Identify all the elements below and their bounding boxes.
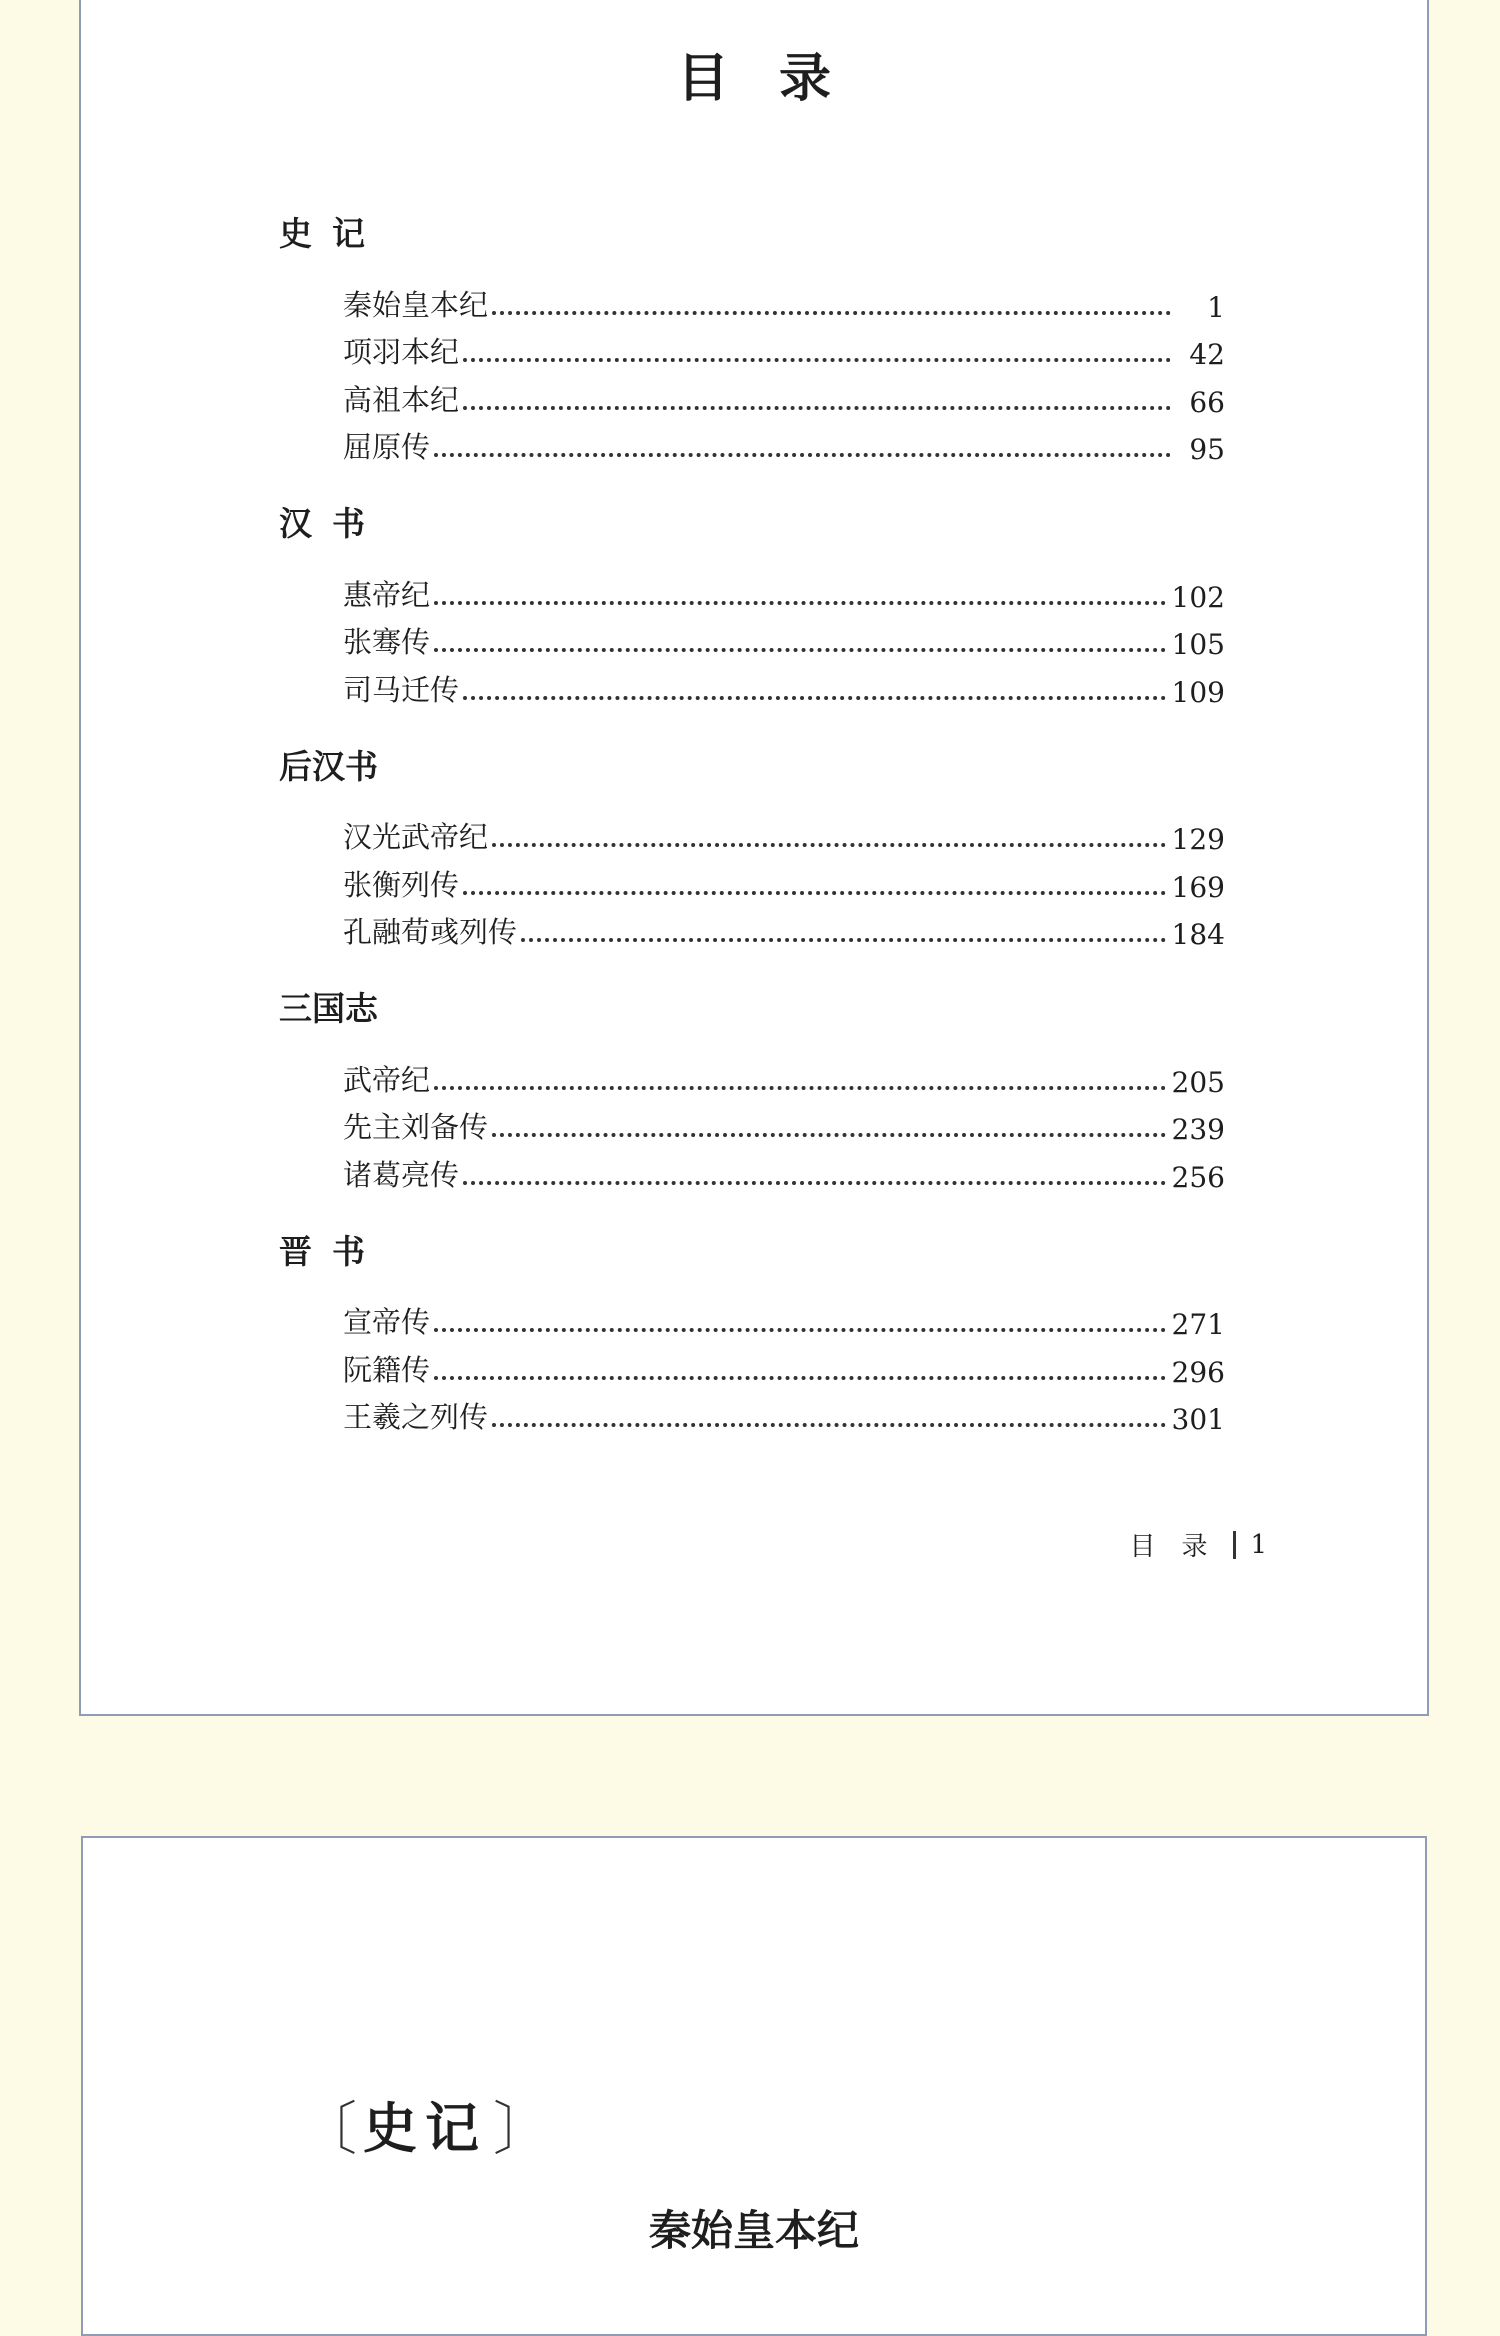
entry-page-number: 129: [1171, 823, 1225, 856]
entry-title: 阮籍传: [343, 1352, 431, 1387]
entry-page-number: 1: [1207, 290, 1225, 324]
footer-label: 目录: [1129, 1532, 1234, 1562]
section-title: 三国志: [279, 989, 378, 1028]
toc-entry[interactable]: [279, 1341, 1225, 1389]
entry-page-number: 95: [1189, 433, 1225, 466]
toc-entry[interactable]: [279, 1099, 1225, 1147]
dot-leader: [521, 938, 1166, 942]
entry-title: 司马迁传: [343, 672, 460, 707]
toc-body: [279, 212, 1225, 1436]
toc-entry[interactable]: [279, 809, 1225, 857]
dot-leader: [434, 1376, 1166, 1380]
entry-title: 孔融荀彧列传: [343, 915, 518, 949]
dot-leader: [492, 311, 1171, 315]
toc-entry[interactable]: [279, 276, 1225, 324]
toc-entry[interactable]: [279, 614, 1225, 662]
footer-page-number: 1: [1250, 1529, 1267, 1560]
toc-section: [279, 212, 1225, 466]
toc-section: [279, 502, 1225, 709]
toc-entry[interactable]: [279, 904, 1225, 952]
entry-page-number: 105: [1171, 628, 1225, 661]
toc-section: [279, 1230, 1225, 1437]
entry-title: 惠帝纪: [343, 577, 431, 612]
dot-leader: [434, 1328, 1166, 1332]
toc-entry[interactable]: [279, 856, 1225, 904]
toc-entry[interactable]: [279, 661, 1225, 709]
dot-leader: [463, 891, 1166, 895]
entry-title: 武帝纪: [343, 1062, 431, 1097]
entry-page-number: 184: [1171, 918, 1225, 951]
dot-leader: [434, 453, 1171, 457]
entry-title: 高祖本纪: [343, 382, 460, 417]
dot-leader: [492, 1423, 1166, 1427]
toc-entry[interactable]: [279, 1051, 1225, 1099]
entry-title: 汉光武帝纪: [343, 820, 489, 854]
entry-title: 诸葛亮传: [343, 1157, 460, 1192]
dot-leader: [463, 406, 1171, 410]
entry-page-number: 169: [1171, 870, 1225, 904]
entry-page-number: 109: [1171, 675, 1225, 709]
entry-title: 项羽本纪: [343, 335, 460, 369]
section-title: 汉书: [279, 504, 385, 543]
dot-leader: [463, 1181, 1166, 1185]
entry-title: 先主刘备传: [343, 1110, 489, 1144]
entry-title: 屈原传: [343, 430, 431, 464]
page-footer: [1129, 1526, 1267, 1563]
entry-page-number: 296: [1171, 1355, 1225, 1389]
toc-entry[interactable]: [279, 1294, 1225, 1342]
entry-page-number: 66: [1189, 385, 1225, 419]
entry-page-number: 256: [1171, 1160, 1225, 1194]
section-title: 史记: [279, 214, 385, 253]
entry-title: 王羲之列传: [343, 1400, 489, 1434]
entry-page-number: 301: [1171, 1403, 1225, 1436]
entry-title: 宣帝传: [343, 1305, 431, 1339]
toc-entry[interactable]: [279, 371, 1225, 419]
entry-page-number: 239: [1171, 1113, 1225, 1146]
toc-page: [79, 0, 1429, 1716]
toc-entry[interactable]: [279, 324, 1225, 372]
dot-leader: [463, 696, 1166, 700]
toc-title: 目录: [676, 48, 881, 109]
toc-entry[interactable]: [279, 1146, 1225, 1194]
dot-leader: [463, 358, 1171, 362]
entry-page-number: 271: [1171, 1308, 1225, 1341]
book-label: [299, 2082, 551, 2166]
entry-page-number: 102: [1171, 580, 1225, 614]
entry-title: 张骞传: [343, 625, 431, 659]
toc-section: [279, 745, 1225, 952]
entry-page-number: 205: [1171, 1065, 1225, 1099]
entry-page-number: 42: [1189, 338, 1225, 371]
section-title: 晋书: [279, 1231, 385, 1271]
toc-entry[interactable]: [279, 419, 1225, 467]
book-name: 史记: [363, 2095, 488, 2160]
bracket-close: 〕: [493, 2095, 552, 2163]
dot-leader: [434, 601, 1166, 605]
toc-entry[interactable]: [279, 1389, 1225, 1437]
dot-leader: [492, 843, 1166, 847]
entry-title: 秦始皇本纪: [343, 287, 489, 322]
dot-leader: [434, 1086, 1166, 1090]
bracket-open: 〔: [299, 2095, 358, 2163]
chapter-page: [81, 1836, 1427, 2336]
entry-title: 张衡列传: [343, 867, 460, 902]
footer-separator: [1233, 1531, 1236, 1559]
chapter-title: 秦始皇本纪: [648, 2206, 859, 2255]
toc-entry[interactable]: [279, 566, 1225, 614]
toc-section: [279, 987, 1225, 1194]
dot-leader: [434, 648, 1166, 652]
dot-leader: [492, 1133, 1166, 1137]
section-title: 后汉书: [279, 746, 378, 786]
